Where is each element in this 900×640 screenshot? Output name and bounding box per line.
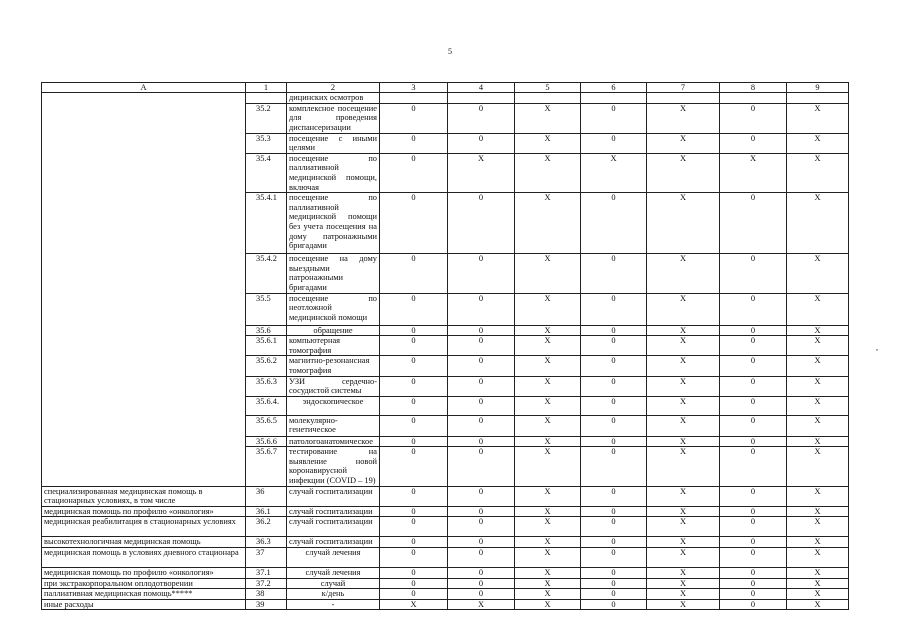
row-unit-cell: магнитно-резонансная томография — [287, 356, 380, 376]
table-row — [42, 506, 849, 517]
value-cell: 0 — [720, 415, 787, 436]
value-cell: Х — [787, 517, 849, 537]
value-cell: Х — [647, 254, 720, 293]
value-cell: 0 — [581, 396, 647, 415]
value-cell: 0 — [720, 356, 787, 376]
row-unit-cell: к/день — [287, 589, 380, 600]
value-cell: Х — [515, 415, 581, 436]
value-cell: Х — [787, 153, 849, 192]
value-cell: 0 — [448, 415, 515, 436]
stray-mark: , — [876, 343, 878, 352]
row-unit-cell: случай — [287, 578, 380, 589]
value-cell: Х — [787, 589, 849, 600]
value-cell: 0 — [448, 376, 515, 396]
column-header: 9 — [787, 83, 849, 93]
value-cell: 0 — [448, 548, 515, 568]
value-cell: Х — [515, 396, 581, 415]
row-number-cell: 35.3 — [246, 133, 287, 153]
value-cell: Х — [515, 537, 581, 548]
value-cell: 0 — [581, 356, 647, 376]
value-cell: 0 — [720, 447, 787, 486]
row-category-cell: высокотехнологичная медицинская помощь — [42, 537, 246, 548]
value-cell: Х — [647, 376, 720, 396]
row-number-cell — [246, 93, 287, 104]
value-cell: Х — [647, 193, 720, 254]
value-cell: 0 — [581, 436, 647, 447]
column-header: А — [42, 83, 246, 93]
value-cell: Х — [720, 153, 787, 192]
value-cell: 0 — [720, 396, 787, 415]
value-cell: 0 — [720, 578, 787, 589]
value-cell: Х — [515, 589, 581, 600]
value-cell: 0 — [380, 376, 448, 396]
value-cell — [720, 93, 787, 104]
value-cell: Х — [787, 376, 849, 396]
row-number-cell: 35.2 — [246, 103, 287, 133]
value-cell: Х — [515, 599, 581, 610]
value-cell: 0 — [380, 153, 448, 192]
value-cell: 0 — [448, 506, 515, 517]
value-cell: Х — [787, 193, 849, 254]
row-unit-cell: эндоскопическое — [287, 396, 380, 415]
value-cell: Х — [787, 486, 849, 506]
row-unit-cell: обращение — [287, 325, 380, 336]
table-row — [42, 578, 849, 589]
value-cell: 0 — [380, 537, 448, 548]
value-cell: Х — [787, 537, 849, 548]
value-cell: 0 — [380, 415, 448, 436]
value-cell: Х — [787, 356, 849, 376]
value-cell: Х — [787, 103, 849, 133]
row-unit-cell: посещение по паллиативной медицинской помощи без учета посещения на дому патронажными бригадами — [287, 193, 380, 254]
value-cell: Х — [448, 599, 515, 610]
value-cell: Х — [515, 133, 581, 153]
value-cell: Х — [647, 506, 720, 517]
value-cell: 0 — [380, 568, 448, 579]
value-cell — [581, 93, 647, 104]
value-cell: Х — [647, 578, 720, 589]
table-row — [42, 517, 849, 537]
value-cell: Х — [787, 548, 849, 568]
value-cell: Х — [515, 517, 581, 537]
row-number-cell: 36.3 — [246, 537, 287, 548]
row-unit-cell: случай госпитализации — [287, 486, 380, 506]
value-cell: 0 — [448, 578, 515, 589]
value-cell: Х — [515, 436, 581, 447]
value-cell: 0 — [448, 254, 515, 293]
value-cell: Х — [581, 153, 647, 192]
row-unit-cell: посещение по паллиативной медицинской помощи, включая — [287, 153, 380, 192]
row-number-cell: 36 — [246, 486, 287, 506]
value-cell: 0 — [448, 517, 515, 537]
value-cell: 0 — [448, 537, 515, 548]
row-category-cell: медицинская помощь по профилю «онкология» — [42, 568, 246, 579]
row-number-cell: 36.2 — [246, 517, 287, 537]
value-cell: Х — [515, 447, 581, 486]
row-unit-cell: компьютерная томография — [287, 336, 380, 356]
value-cell: 0 — [581, 537, 647, 548]
value-cell: 0 — [380, 578, 448, 589]
row-number-cell: 35.4.2 — [246, 254, 287, 293]
report-table — [41, 82, 849, 610]
value-cell: 0 — [380, 336, 448, 356]
value-cell: 0 — [448, 325, 515, 336]
column-header: 7 — [647, 83, 720, 93]
value-cell: Х — [787, 293, 849, 325]
value-cell: Х — [787, 568, 849, 579]
value-cell: 0 — [720, 293, 787, 325]
value-cell: Х — [515, 293, 581, 325]
value-cell: Х — [647, 153, 720, 192]
value-cell: Х — [787, 578, 849, 589]
row-number-cell: 35.6 — [246, 325, 287, 336]
value-cell: 0 — [581, 103, 647, 133]
row-category-cell: иные расходы — [42, 599, 246, 610]
value-cell: 0 — [380, 356, 448, 376]
row-unit-cell: - — [287, 599, 380, 610]
table-row — [42, 548, 849, 568]
value-cell: Х — [647, 517, 720, 537]
value-cell: Х — [787, 254, 849, 293]
row-unit-cell: посещение по неотложной медицинской помощи — [287, 293, 380, 325]
value-cell: 0 — [581, 133, 647, 153]
value-cell: Х — [647, 537, 720, 548]
row-number-cell: 37.1 — [246, 568, 287, 579]
row-number-cell: 36.1 — [246, 506, 287, 517]
value-cell: Х — [787, 506, 849, 517]
row-number-cell: 35.4.1 — [246, 193, 287, 254]
value-cell: 0 — [581, 254, 647, 293]
row-unit-cell: молекулярно-генетическое — [287, 415, 380, 436]
value-cell: Х — [515, 325, 581, 336]
value-cell: 0 — [581, 578, 647, 589]
row-unit-cell: случай госпитализации — [287, 517, 380, 537]
value-cell: 0 — [581, 506, 647, 517]
value-cell: Х — [647, 486, 720, 506]
row-unit-cell: посещение с иными целями — [287, 133, 380, 153]
value-cell: 0 — [720, 103, 787, 133]
page-number: 5 — [448, 47, 452, 56]
table-row — [42, 537, 849, 548]
row-number-cell: 38 — [246, 589, 287, 600]
value-cell: 0 — [720, 506, 787, 517]
value-cell — [787, 93, 849, 104]
value-cell: Х — [647, 447, 720, 486]
row-unit-cell: случай госпитализации — [287, 506, 380, 517]
value-cell: 0 — [448, 133, 515, 153]
value-cell: Х — [787, 396, 849, 415]
value-cell: Х — [647, 293, 720, 325]
value-cell: 0 — [720, 486, 787, 506]
value-cell: 0 — [720, 436, 787, 447]
value-cell: 0 — [380, 254, 448, 293]
value-cell: 0 — [448, 356, 515, 376]
row-unit-cell: УЗИ сердечно-сосудистой системы — [287, 376, 380, 396]
value-cell: 0 — [448, 486, 515, 506]
row-number-cell: 39 — [246, 599, 287, 610]
column-header: 6 — [581, 83, 647, 93]
value-cell: 0 — [720, 325, 787, 336]
value-cell — [380, 93, 448, 104]
value-cell: Х — [515, 103, 581, 133]
value-cell: Х — [515, 578, 581, 589]
row-unit-cell: посещение на дому выездными патронажными бригадами — [287, 254, 380, 293]
table-row — [42, 568, 849, 579]
value-cell: Х — [515, 548, 581, 568]
value-cell: 0 — [448, 193, 515, 254]
row-category-cell: паллиативная медицинская помощь***** — [42, 589, 246, 600]
row-number-cell: 35.6.6 — [246, 436, 287, 447]
value-cell: 0 — [720, 336, 787, 356]
value-cell: 0 — [448, 293, 515, 325]
value-cell: Х — [515, 568, 581, 579]
value-cell: 0 — [720, 589, 787, 600]
table-row — [42, 599, 849, 610]
value-cell: 0 — [720, 548, 787, 568]
value-cell: Х — [647, 103, 720, 133]
value-cell: Х — [787, 336, 849, 356]
value-cell: Х — [380, 599, 448, 610]
column-header: 3 — [380, 83, 448, 93]
value-cell: Х — [647, 568, 720, 579]
row-category-cell: медицинская помощь в условиях дневного стационара — [42, 548, 246, 568]
table-row — [42, 486, 849, 506]
value-cell: Х — [515, 376, 581, 396]
value-cell: 0 — [581, 589, 647, 600]
value-cell: Х — [647, 415, 720, 436]
value-cell: 0 — [380, 325, 448, 336]
row-number-cell: 35.4 — [246, 153, 287, 192]
value-cell: 0 — [581, 486, 647, 506]
value-cell: Х — [647, 325, 720, 336]
table-row — [42, 589, 849, 600]
table-body — [42, 93, 849, 610]
value-cell: Х — [647, 436, 720, 447]
value-cell: 0 — [380, 293, 448, 325]
value-cell: 0 — [720, 376, 787, 396]
row-unit-cell: патологоанатомическое — [287, 436, 380, 447]
row-number-cell: 35.6.2 — [246, 356, 287, 376]
value-cell: 0 — [720, 537, 787, 548]
value-cell: 0 — [448, 336, 515, 356]
value-cell: Х — [647, 599, 720, 610]
value-cell: 0 — [448, 103, 515, 133]
row-number-cell: 35.6.7 — [246, 447, 287, 486]
value-cell: 0 — [720, 133, 787, 153]
row-unit-cell: случай госпитализации — [287, 537, 380, 548]
value-cell: Х — [515, 193, 581, 254]
column-header: 1 — [246, 83, 287, 93]
value-cell: 0 — [581, 376, 647, 396]
row-category-cell: при экстракорпоральном оплодотворении — [42, 578, 246, 589]
value-cell: Х — [647, 548, 720, 568]
value-cell: Х — [647, 396, 720, 415]
value-cell: Х — [647, 356, 720, 376]
value-cell: 0 — [448, 436, 515, 447]
value-cell: Х — [515, 254, 581, 293]
row-unit-cell: комплексное посещение для проведения диспансеризации — [287, 103, 380, 133]
value-cell: Х — [787, 599, 849, 610]
row-number-cell: 35.5 — [246, 293, 287, 325]
value-cell: 0 — [448, 447, 515, 486]
value-cell: 0 — [581, 336, 647, 356]
value-cell: 0 — [720, 517, 787, 537]
row-unit-cell: случай лечения — [287, 568, 380, 579]
value-cell: 0 — [380, 396, 448, 415]
value-cell — [515, 93, 581, 104]
row-unit-cell: случай лечения — [287, 548, 380, 568]
value-cell: 0 — [380, 548, 448, 568]
value-cell: Х — [647, 133, 720, 153]
value-cell: Х — [515, 336, 581, 356]
value-cell: 0 — [581, 548, 647, 568]
row-category-cell: медицинская помощь по профилю «онкология» — [42, 506, 246, 517]
row-category-cell: медицинская реабилитация в стационарных условиях — [42, 517, 246, 537]
value-cell: Х — [515, 153, 581, 192]
value-cell: 0 — [380, 193, 448, 254]
row-category-cell — [42, 93, 246, 487]
value-cell: 0 — [581, 568, 647, 579]
value-cell — [448, 93, 515, 104]
value-cell: 0 — [380, 436, 448, 447]
value-cell: 0 — [380, 506, 448, 517]
value-cell: Х — [787, 436, 849, 447]
value-cell: Х — [448, 153, 515, 192]
value-cell: 0 — [380, 517, 448, 537]
table-row — [42, 93, 849, 104]
value-cell: Х — [515, 506, 581, 517]
value-cell: 0 — [380, 133, 448, 153]
value-cell: Х — [647, 589, 720, 600]
value-cell: Х — [787, 325, 849, 336]
row-number-cell: 35.6.5 — [246, 415, 287, 436]
column-header: 4 — [448, 83, 515, 93]
value-cell: 0 — [581, 517, 647, 537]
value-cell: 0 — [581, 325, 647, 336]
value-cell: Х — [647, 336, 720, 356]
value-cell — [647, 93, 720, 104]
value-cell: Х — [787, 447, 849, 486]
value-cell: 0 — [581, 447, 647, 486]
value-cell: 0 — [581, 293, 647, 325]
row-number-cell: 35.6.4. — [246, 396, 287, 415]
value-cell: 0 — [720, 254, 787, 293]
table-header-row — [42, 83, 849, 93]
row-number-cell: 37.2 — [246, 578, 287, 589]
row-unit-cell: тестирование на выявление новой коронавирусной инфекции (COVID – 19) — [287, 447, 380, 486]
column-header: 2 — [287, 83, 380, 93]
value-cell: 0 — [720, 568, 787, 579]
value-cell: 0 — [581, 193, 647, 254]
row-number-cell: 37 — [246, 548, 287, 568]
value-cell: 0 — [448, 568, 515, 579]
value-cell: 0 — [380, 589, 448, 600]
value-cell: 0 — [581, 415, 647, 436]
value-cell: 0 — [720, 599, 787, 610]
value-cell: 0 — [581, 599, 647, 610]
value-cell: Х — [515, 486, 581, 506]
value-cell: 0 — [720, 193, 787, 254]
value-cell: Х — [787, 133, 849, 153]
value-cell: 0 — [380, 447, 448, 486]
column-header: 8 — [720, 83, 787, 93]
value-cell: Х — [787, 415, 849, 436]
column-header: 5 — [515, 83, 581, 93]
value-cell: 0 — [380, 103, 448, 133]
value-cell: 0 — [380, 486, 448, 506]
row-category-cell: специализированная медицинская помощь в стационарных условиях, в том числе — [42, 486, 246, 506]
value-cell: Х — [515, 356, 581, 376]
row-unit-cell: дицинских осмотров — [287, 93, 380, 104]
row-number-cell: 35.6.3 — [246, 376, 287, 396]
value-cell: 0 — [448, 396, 515, 415]
value-cell: 0 — [448, 589, 515, 600]
row-number-cell: 35.6.1 — [246, 336, 287, 356]
